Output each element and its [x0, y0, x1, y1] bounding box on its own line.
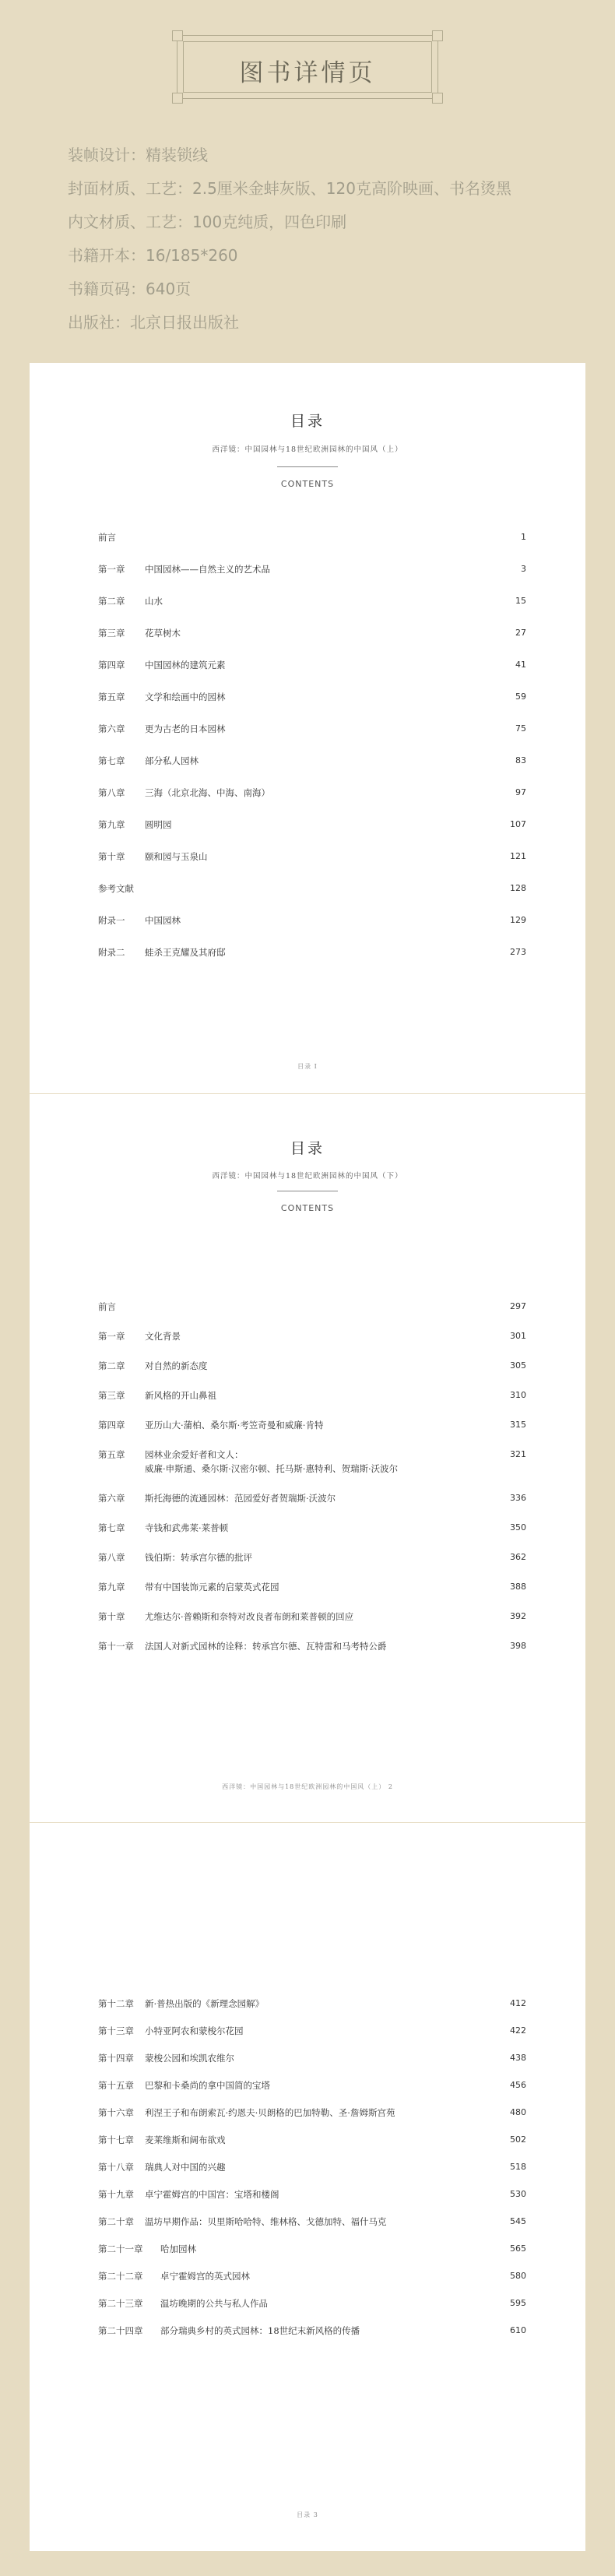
- toc-chapter-number: 第八章: [98, 787, 125, 798]
- toc-page-number: 315: [510, 1420, 526, 1430]
- toc-chapter-number: 第十三章: [98, 2025, 134, 2036]
- toc-page-number: 15: [515, 596, 526, 606]
- toc-page-number: 97: [515, 787, 526, 797]
- toc-chapter-title: 三海（北京北海、中海、南海）: [145, 787, 270, 798]
- toc-chapter-number: 第十二章: [98, 1998, 134, 2009]
- toc-page-number: 545: [510, 2216, 526, 2226]
- toc-page-number: 362: [510, 1552, 526, 1562]
- toc-chapter-number: 第六章: [98, 1493, 125, 1504]
- toc-chapter-title: 小特亚阿农和蒙梭尔花园: [145, 2025, 244, 2036]
- toc-entry: [98, 2133, 526, 2147]
- toc-page-3: [30, 1823, 585, 2551]
- toc-page-number: 107: [510, 819, 526, 829]
- toc-chapter-number: 第十章: [98, 1611, 125, 1622]
- toc-page-number: 41: [515, 660, 526, 670]
- toc-chapter-title: 圆明园: [145, 819, 172, 830]
- frame-corner-ornament: [432, 93, 443, 104]
- toc-chapter-number: 第三章: [98, 628, 125, 639]
- toc-page-number: 305: [510, 1360, 526, 1371]
- toc-entry: [98, 690, 526, 704]
- toc-page-number: 422: [510, 2025, 526, 2036]
- toc-chapter-number: 第十七章: [98, 2134, 134, 2145]
- spec-format: 书籍开本：16/185*260: [68, 246, 238, 265]
- toc-entry: [98, 850, 526, 864]
- toc-entry: [98, 2106, 526, 2120]
- toc-subtitle: 西洋镜：中国园林与18世纪欧洲园林的中国风（下）: [212, 1172, 403, 1181]
- toc-entry: [98, 1610, 526, 1624]
- toc-entry: [98, 594, 526, 608]
- toc-entry: [98, 2051, 526, 2065]
- toc-chapter-title: 麦莱维斯和阔布欲戏: [145, 2134, 226, 2145]
- toc-chapter-title: 文学和绘画中的园林: [145, 692, 226, 702]
- toc-chapter-number: 第二章: [98, 596, 125, 607]
- toc-chapter-title: 更为古老的日本园林: [145, 723, 226, 734]
- toc-chapter-title: 法国人对新式园林的诠释：转承宫尔德、瓦特雷和马考特公爵: [145, 1641, 387, 1652]
- toc-page-1: [30, 363, 585, 1093]
- toc-chapter-title: 温坊早期作品：贝里斯哈哈特、维林格、戈德加特、福什马克: [145, 2216, 387, 2227]
- toc-page-number: 502: [510, 2134, 526, 2145]
- toc-page-number: 518: [510, 2162, 526, 2172]
- toc-entry: [98, 2296, 526, 2310]
- toc-chapter-number: 第十九章: [98, 2189, 134, 2200]
- toc-chapter-number: 第十一章: [98, 1641, 134, 1652]
- toc-entry: [98, 2024, 526, 2038]
- toc-chapter-number: 第七章: [98, 755, 125, 766]
- toc-page-number: 1: [521, 532, 526, 542]
- toc-entry: [98, 2269, 526, 2283]
- toc-entry: [98, 818, 526, 832]
- toc-chapter-title: 对自然的新态度: [145, 1360, 208, 1371]
- toc-chapter-title: 瑞典人对中国的兴趣: [145, 2162, 226, 2173]
- toc-page-number: 480: [510, 2107, 526, 2117]
- page-footer: 目录 I: [297, 1063, 318, 1070]
- toc-chapter-number: 附录二: [98, 947, 125, 958]
- toc-chapter-title: 部分瑞典乡村的英式园林：18世纪末新风格的传播: [160, 2325, 360, 2336]
- toc-chapter-title: 文化背景: [145, 1331, 181, 1342]
- toc-chapter-number: 第十八章: [98, 2162, 134, 2173]
- toc-entry: [98, 1329, 526, 1343]
- toc-chapter-number: 附录一: [98, 915, 125, 926]
- toc-entry: [98, 913, 526, 927]
- spec-pages: 书籍页码：640页: [68, 280, 192, 298]
- toc-entry: [98, 562, 526, 576]
- toc-chapter-title: 新风格的开山鼻祖: [145, 1390, 216, 1401]
- toc-entry: [98, 1491, 526, 1505]
- toc-entry: [98, 1359, 526, 1373]
- toc-page-number: 388: [510, 1582, 526, 1592]
- toc-chapter-number: 第五章: [98, 692, 125, 702]
- toc-entry: [98, 2242, 526, 2256]
- toc-chapter-number: 参考文献: [98, 883, 134, 894]
- toc-chapter-title: 巴黎和卡桑尚的拿中国简的宝塔: [145, 2080, 270, 2091]
- toc-page-number: 350: [510, 1522, 526, 1533]
- toc-chapter-title: 中国园林——自然主义的艺术品: [145, 564, 270, 575]
- toc-page-number: 398: [510, 1641, 526, 1651]
- toc-page-number: 412: [510, 1998, 526, 2008]
- toc-chapter-title: 尤维达尔·普赖斯和奈特对改良者布朗和莱普顿的回应: [145, 1611, 354, 1622]
- toc-heading: 目录: [290, 413, 325, 430]
- toc-entry: [98, 945, 526, 959]
- toc-entry: [98, 754, 526, 768]
- spec-binding: 装帧设计：精装锁线: [68, 146, 208, 164]
- toc-entry: [98, 1448, 526, 1476]
- toc-chapter-title: 利涅王子和布朗索瓦·约恩夫·贝朗格的巴加特勒、圣·詹姆斯宫苑: [145, 2107, 395, 2118]
- toc-entry: [98, 2187, 526, 2201]
- page-footer: 西洋镜：中国园林与18世纪欧洲园林的中国风（上） 2: [222, 1783, 393, 1790]
- toc-chapter-title: 部分私人园林: [145, 755, 199, 766]
- toc-page-number: 321: [510, 1449, 526, 1459]
- toc-entry: [98, 2078, 526, 2092]
- toc-chapter-number: 第九章: [98, 1582, 125, 1592]
- spec-publisher: 出版社：北京日报出版社: [68, 313, 239, 332]
- toc-chapter-number: 第四章: [98, 1420, 125, 1431]
- toc-page-number: 301: [510, 1331, 526, 1341]
- toc-page-number: 392: [510, 1611, 526, 1621]
- frame-corner-ornament: [172, 93, 183, 104]
- page-title: 图书详情页: [239, 59, 376, 87]
- toc-chapter-number: 第五章: [98, 1449, 125, 1460]
- toc-chapter-title: 温坊晚期的公共与私人作品: [160, 2298, 268, 2309]
- toc-chapter-title: 亚历山大·蒲柏、桑尔斯·考笠奇曼和威廉·肯特: [145, 1420, 324, 1431]
- toc-heading: 目录: [290, 1140, 325, 1157]
- toc-subtitle: 西洋镜：中国园林与18世纪欧洲园林的中国风（上）: [212, 445, 403, 454]
- toc-chapter-number: 第六章: [98, 723, 125, 734]
- toc-chapter-title: 蛙杀王克耀及其府邸: [145, 947, 226, 958]
- toc-page-2: [30, 1094, 585, 1822]
- toc-chapter-number: 第一章: [98, 564, 125, 575]
- toc-chapter-title: 中国园林: [145, 915, 181, 926]
- toc-chapter-number: 第八章: [98, 1552, 125, 1563]
- toc-chapter-title: 钱伯斯：转承宫尔德的批评: [145, 1552, 252, 1563]
- toc-chapter-title: 园林业余爱好者和文人： 威廉·申斯通、桑尔斯·汉密尔顿、托马斯·惠特利、贺瑞斯·沃波尔: [145, 1449, 399, 1474]
- spec-interior: 内文材质、工艺：100克纯质，四色印刷: [68, 213, 347, 231]
- toc-page-number: 456: [510, 2080, 526, 2090]
- toc-chapter-title: 带有中国装饰元素的启蒙英式花园: [145, 1582, 279, 1592]
- toc-chapter-title: 花草树木: [145, 628, 181, 639]
- toc-entry: [98, 2215, 526, 2229]
- toc-chapter-number: 第九章: [98, 819, 125, 830]
- toc-chapter-number: 第一章: [98, 1331, 125, 1342]
- toc-chapter-number: 前言: [98, 1301, 116, 1312]
- toc-page-number: 59: [515, 692, 526, 702]
- toc-page-number: 128: [510, 883, 526, 893]
- toc-entry: [98, 1521, 526, 1535]
- toc-chapter-title: 寺钱和武弗莱·莱普顿: [145, 1522, 229, 1533]
- toc-chapter-number: 第十六章: [98, 2107, 134, 2118]
- toc-page-number: 3: [521, 564, 526, 574]
- page-footer: 目录 3: [297, 2511, 318, 2518]
- toc-chapter-number: 第七章: [98, 1522, 125, 1533]
- toc-page-number: 310: [510, 1390, 526, 1400]
- toc-chapter-title: 山水: [145, 596, 163, 607]
- toc-page-number: 610: [510, 2325, 526, 2335]
- toc-chapter-title: 卓宁霍姆宫的英式园林: [160, 2271, 250, 2282]
- toc-entry: [98, 882, 526, 896]
- toc-page-number: 273: [510, 947, 526, 957]
- toc-entry: [98, 1997, 526, 2011]
- book-specs: [68, 139, 511, 340]
- toc-entry: [98, 1388, 526, 1402]
- toc-chapter-number: 第十五章: [98, 2080, 134, 2091]
- toc-page-number: 336: [510, 1493, 526, 1503]
- toc-entry: [98, 1418, 526, 1432]
- toc-page-number: 565: [510, 2243, 526, 2254]
- toc-entry: [98, 1580, 526, 1594]
- toc-contents-label: CONTENTS: [280, 1203, 335, 1213]
- toc-chapter-title: 卓宁霍姆宫的中国宫：宝塔和楼阁: [145, 2189, 279, 2200]
- toc-entry: [98, 658, 526, 672]
- toc-page-number: 75: [515, 723, 526, 734]
- toc-chapter-title: 新·普热出版的《新理念园解》: [145, 1998, 265, 2009]
- toc-entry: [98, 2324, 526, 2338]
- toc-chapter-number: 第十章: [98, 851, 125, 862]
- toc-chapter-number: 第二十章: [98, 2216, 134, 2227]
- toc-chapter-number: 第二十三章: [98, 2298, 143, 2309]
- toc-chapter-number: 第二章: [98, 1360, 125, 1371]
- toc-chapter-number: 第二十一章: [98, 2243, 143, 2254]
- toc-page-number: 438: [510, 2053, 526, 2063]
- toc-entry: [98, 626, 526, 640]
- frame-corner-ornament: [172, 30, 183, 41]
- toc-chapter-number: 第十四章: [98, 2053, 134, 2064]
- toc-chapter-number: 第二十二章: [98, 2271, 143, 2282]
- toc-page-number: 580: [510, 2271, 526, 2281]
- toc-chapter-number: 第二十四章: [98, 2325, 143, 2336]
- toc-chapter-title: 颐和园与玉泉山: [145, 851, 208, 862]
- toc-chapter-number: 第三章: [98, 1390, 125, 1401]
- toc-entry: [98, 1639, 526, 1653]
- toc-chapter-title: 中国园林的建筑元素: [145, 660, 226, 670]
- toc-page-number: 121: [510, 851, 526, 861]
- toc-entry: [98, 1300, 526, 1314]
- toc-entry: [98, 2160, 526, 2174]
- toc-entry: [98, 722, 526, 736]
- toc-page-number: 129: [510, 915, 526, 925]
- toc-chapter-title: 哈加园林: [160, 2243, 196, 2254]
- divider: [277, 466, 338, 467]
- toc-entry: [98, 1550, 526, 1564]
- toc-entry: [98, 786, 526, 800]
- toc-page-number: 297: [510, 1301, 526, 1311]
- frame-corner-ornament: [432, 30, 443, 41]
- spec-cover: 封面材质、工艺：2.5厘米金蚌灰版、120克高阶映画、书名烫黑: [68, 179, 511, 198]
- title-frame: [177, 35, 438, 99]
- toc-page-number: 595: [510, 2298, 526, 2308]
- toc-chapter-number: 第四章: [98, 660, 125, 670]
- toc-chapter-title: 蒙梭公园和埃凯农维尔: [145, 2053, 234, 2064]
- toc-page-number: 530: [510, 2189, 526, 2199]
- toc-page-number: 27: [515, 628, 526, 638]
- toc-contents-label: CONTENTS: [280, 479, 335, 489]
- toc-chapter-number: 前言: [98, 532, 116, 543]
- toc-chapter-title: 斯托海德的流通园林：范园爱好者贺瑞斯·沃波尔: [145, 1493, 336, 1504]
- toc-entry: [98, 530, 526, 544]
- toc-page-number: 83: [515, 755, 526, 765]
